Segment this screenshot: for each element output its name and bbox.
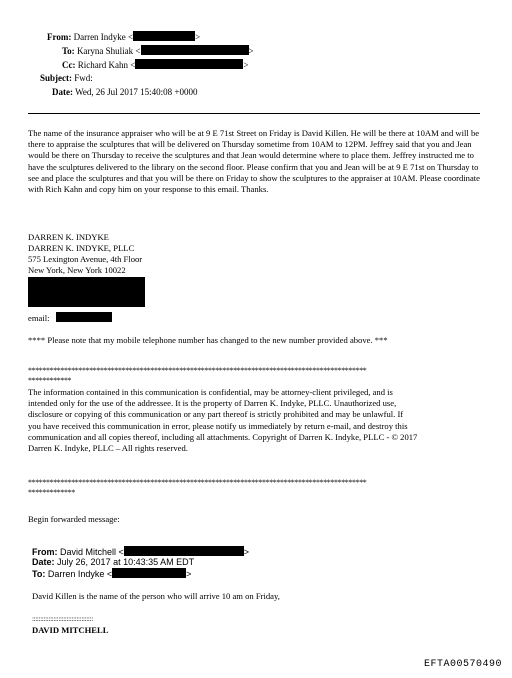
- redaction-block: [56, 312, 112, 322]
- forward-date-row: [32, 557, 194, 568]
- asterisk-divider: *************: [28, 488, 75, 497]
- asterisk-divider: **********************************************************************************************: [28, 478, 367, 487]
- signature-name: DARREN K. INDYKE: [28, 232, 109, 242]
- asterisk-divider: ************: [28, 376, 72, 385]
- to-label: To:: [62, 46, 75, 56]
- document-id: EFTA00570490: [424, 659, 503, 670]
- from-value: Darren Indyke <: [73, 32, 134, 42]
- header-date-row: [52, 87, 197, 98]
- dotted-divider: :::::::::::::::::::::::::::::::::::::: [32, 615, 93, 623]
- forward-from-close: >: [243, 547, 250, 557]
- redaction-block: [133, 31, 195, 41]
- redaction-block: [28, 277, 145, 307]
- from-label: From:: [47, 32, 72, 42]
- forward-intro: Begin forwarded message:: [28, 514, 120, 524]
- forward-from-value: David Mitchell <: [60, 547, 124, 557]
- redaction-block: [141, 45, 249, 55]
- confidentiality-disclaimer: The information contained in this communication is confidential, may be attorney-client privileged, and is intended only for the use of the addressee. It is the property of Darren K. Indyke, PLLC. Unauthorized use, disclosure or copying of this communication or any part thereof is strictly prohibited and may be unlawful. If you have received this communication in error, please notify us immediately by return e-mail, and destroy this communication and all copies thereof, including all attachments. Copyright of Darren K. Indyke, PLLC - © 2017 Darren K. Indyke, PLLC – All rights reserved.: [28, 387, 418, 454]
- redaction-block: [124, 546, 244, 556]
- cc-close: >: [243, 60, 249, 70]
- header-from-row: [47, 31, 200, 43]
- forward-to-value: Darren Indyke <: [47, 569, 113, 579]
- forward-signer: DAVID MITCHELL: [32, 625, 109, 635]
- subject-label: Subject:: [40, 73, 72, 83]
- date-value: Wed, 26 Jul 2017 15:40:08 +0000: [75, 87, 198, 97]
- email-label: email:: [28, 313, 50, 323]
- redaction-block: [135, 59, 243, 69]
- header-cc-row: [62, 59, 248, 71]
- forward-date-value: July 26, 2017 at 10:43:35 AM EDT: [57, 557, 195, 567]
- cc-value: Richard Kahn <: [77, 60, 136, 70]
- header-divider: [28, 113, 480, 114]
- forward-date-label: Date:: [32, 557, 55, 567]
- forward-to-label: To:: [32, 569, 46, 579]
- forward-to-row: [32, 568, 191, 580]
- cc-label: Cc:: [62, 60, 76, 70]
- from-close: >: [195, 32, 201, 42]
- asterisk-divider: **********************************************************************************************: [28, 366, 367, 375]
- signature-city: New York, New York 10022: [28, 265, 126, 275]
- header-to-row: [62, 45, 254, 57]
- forward-from-label: From:: [32, 547, 58, 557]
- phone-notice: **** Please note that my mobile telephone number has changed to the new number provided above. ***: [28, 335, 388, 345]
- forward-to-close: >: [186, 569, 192, 579]
- date-label: Date:: [52, 87, 73, 97]
- redaction-block: [112, 568, 186, 578]
- header-subject-row: [40, 73, 93, 84]
- to-value: Karyna Shuliak <: [76, 46, 141, 56]
- signature-street: 575 Lexington Avenue, 4th Floor: [28, 254, 143, 264]
- to-close: >: [248, 46, 254, 56]
- forward-message: David Killen is the name of the person who will arrive 10 am on Friday,: [32, 591, 280, 601]
- subject-value: Fwd:: [74, 73, 93, 83]
- signature-email-row: [28, 312, 112, 324]
- body-paragraph: The name of the insurance appraiser who will be at 9 E 71st Street on Friday is David Killen. He will be there at 10AM and will be there to appraise the sculptures that will be delivered on Thursday sometime from 10AM to 12PM. Jeffrey said that you and Jean would be there on Thursday to receive the sculptures and that Jean would determine where to place them. Jeffrey instructed me to have the sculptures delivered to the library on the second floor. Please confirm that you and Jean will be at 9 E 71st on Thursday to see and place the sculptures and that you will be there on Friday to show the sculptures to the appraiser at 10AM. Please coordinate with Rich Kahn and copy him on your response to this email. Thanks.: [28, 128, 480, 195]
- signature-firm: DARREN K. INDYKE, PLLC: [28, 243, 135, 253]
